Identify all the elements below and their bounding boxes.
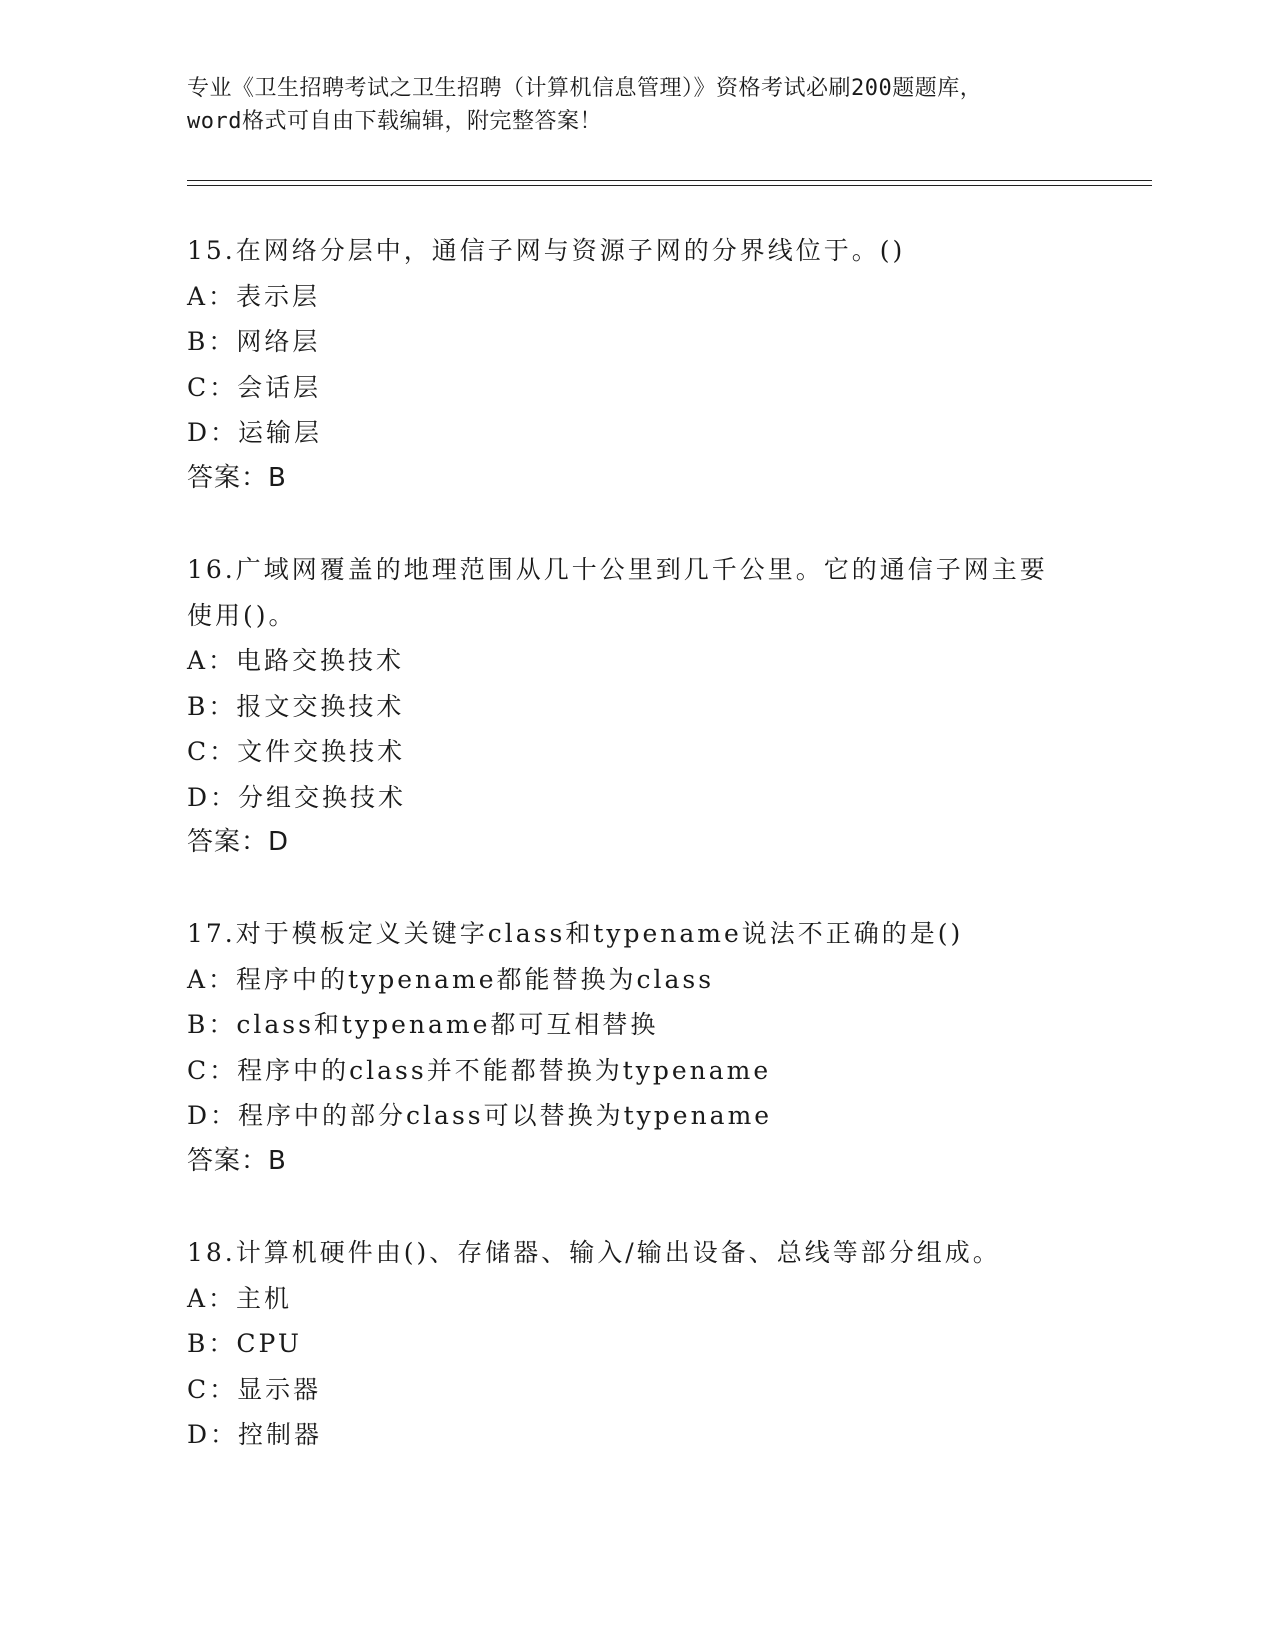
question-stem-continued: 使用()。 xyxy=(187,600,297,630)
question-18 xyxy=(187,1230,1087,1458)
question-17 xyxy=(187,911,1087,1184)
question-stem: 16.广域网覆盖的地理范围从几十公里到几千公里。它的通信子网主要 xyxy=(187,555,1048,584)
option-a: A：表示层 xyxy=(187,281,321,311)
answer: 答案：D xyxy=(187,827,290,857)
header-line-1: 专业《卫生招聘考试之卫生招聘（计算机信息管理）》资格考试必刷200题题库， xyxy=(187,76,983,101)
option-c: C：程序中的class并不能都替换为typename xyxy=(187,1055,772,1085)
question-stem: 15.在网络分层中，通信子网与资源子网的分界线位于。() xyxy=(187,236,906,265)
header-line-2: word格式可自由下载编辑，附完整答案！ xyxy=(187,109,602,134)
option-d: D：分组交换技术 xyxy=(187,782,407,812)
answer: 答案：B xyxy=(187,1145,287,1176)
question-stem: 18.计算机硬件由()、存储器、输入/输出设备、总线等部分组成。 xyxy=(187,1238,1001,1267)
option-b: B：报文交换技术 xyxy=(187,691,405,721)
option-c: C：文件交换技术 xyxy=(187,737,406,766)
option-d: D：控制器 xyxy=(187,1420,323,1449)
option-c: C：会话层 xyxy=(187,372,322,402)
question-16 xyxy=(187,547,1087,866)
question-stem: 17.对于模板定义关键字class和typename说法不正确的是() xyxy=(187,919,964,948)
answer: 答案：B xyxy=(187,462,287,493)
option-b: B：CPU xyxy=(187,1329,302,1358)
question-15 xyxy=(187,228,1087,501)
option-a: A：主机 xyxy=(187,1283,293,1313)
header-divider-bottom xyxy=(187,185,1152,186)
option-b: B：网络层 xyxy=(187,327,321,356)
option-a: A：电路交换技术 xyxy=(187,646,405,675)
header-divider-top xyxy=(187,180,1152,181)
document-header xyxy=(187,72,1087,138)
option-c: C：显示器 xyxy=(187,1374,322,1404)
option-b: B：class和typename都可互相替换 xyxy=(187,1010,659,1039)
option-d: D：程序中的部分class可以替换为typename xyxy=(187,1101,773,1130)
option-a: A：程序中的typename都能替换为class xyxy=(187,964,715,994)
option-d: D：运输层 xyxy=(187,418,323,447)
